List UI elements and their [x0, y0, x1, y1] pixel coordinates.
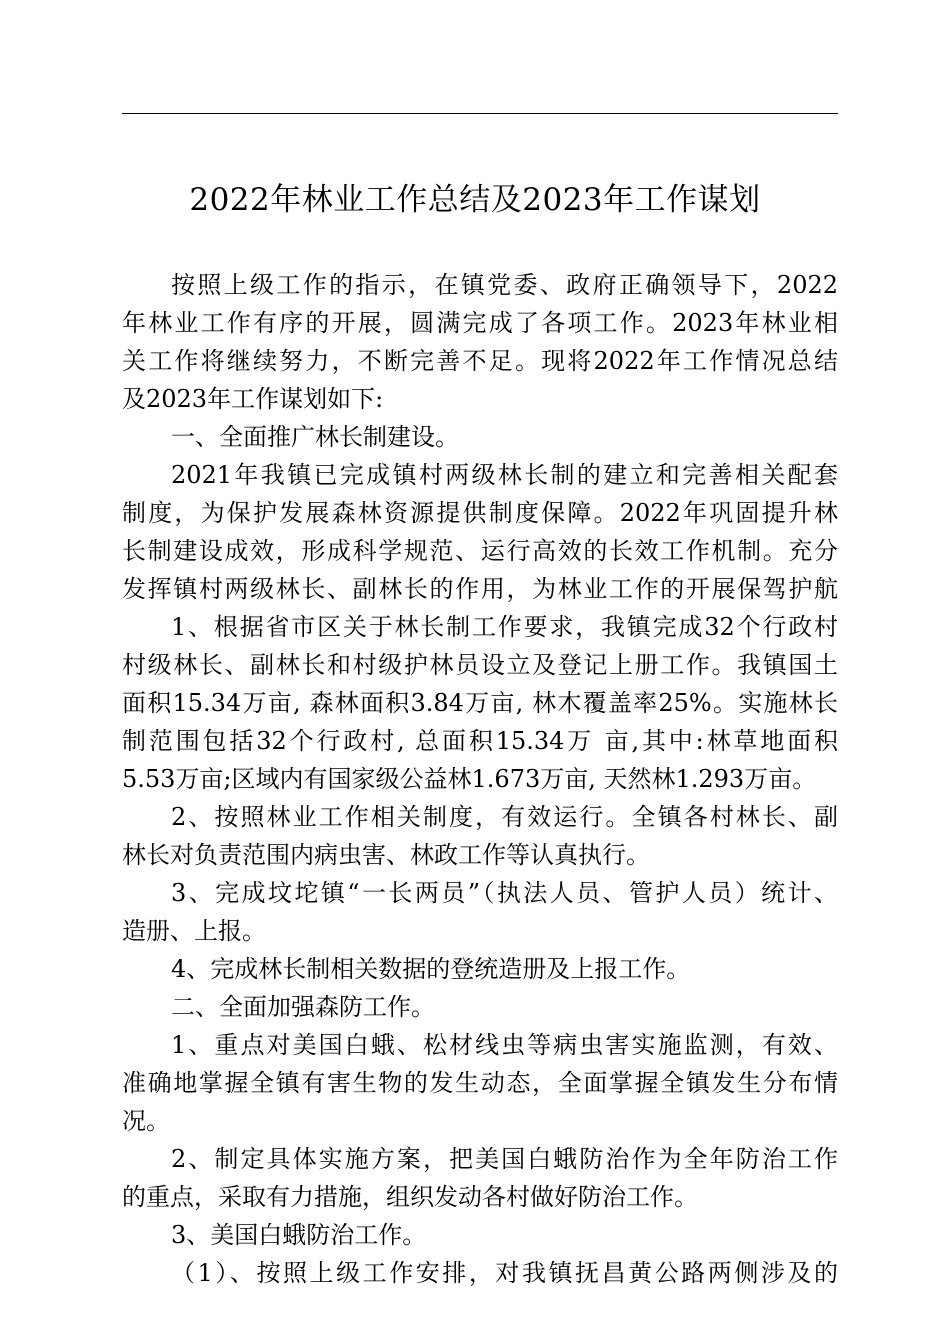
paragraph-line: 2021年我镇已完成镇村两级林长制的建立和完善相关配套 [171, 461, 838, 489]
paragraph-line: 况。 [122, 1107, 170, 1135]
paragraph-line: 准确地掌握全镇有害生物的发生动态，全面掌握全镇发生分布情 [122, 1069, 838, 1097]
paragraph-line: 关工作将继续努力，不断完善不足。现将2022年工作情况总结 [122, 347, 838, 375]
paragraph-line: 按照上级工作的指示，在镇党委、政府正确领导下，2022 [171, 271, 838, 299]
paragraph-line: 1、根据省市区关于林长制工作要求，我镇完成32个行政村 [171, 613, 838, 641]
paragraph-line: 面积15.34万亩, 森林面积3.84万亩, 林木覆盖率25%。实施林长 [122, 689, 838, 717]
section-heading: 一、全面推广林长制建设。 [171, 423, 459, 451]
paragraph-line: 制度，为保护发展森林资源提供制度保障。2022年巩固提升林 [122, 499, 838, 527]
paragraph-line: 4、完成林长制相关数据的登统造册及上报工作。 [171, 955, 691, 983]
header-rule [122, 113, 838, 114]
paragraph-line: 2、按照林业工作相关制度，有效运行。全镇各村林长、副 [171, 803, 838, 831]
document-body [122, 266, 838, 1292]
section-heading: 二、全面加强森防工作。 [171, 993, 435, 1021]
paragraph-line: 长制建设成效，形成科学规范、运行高效的长效工作机制。充分 [122, 537, 838, 565]
paragraph-line: （1）、按照上级工作安排，对我镇抚昌黄公路两侧涉及的 [171, 1259, 838, 1287]
paragraph-line: 林长对负责范围内病虫害、林政工作等认真执行。 [122, 841, 650, 869]
paragraph-line: 5.53万亩;区域内有国家级公益林1.673万亩, 天然林1.293万亩。 [122, 765, 817, 793]
paragraph-line: 1、重点对美国白蛾、松材线虫等病虫害实施监测，有效、 [171, 1031, 838, 1059]
paragraph-line: 制范围包括32个行政村, 总面积15.34万 亩,其中:林草地面积 [122, 727, 838, 755]
paragraph-line: 2、制定具体实施方案，把美国白蛾防治作为全年防治工作 [171, 1145, 838, 1173]
paragraph-line: 3、美国白蛾防治工作。 [171, 1221, 427, 1249]
paragraph-line: 村级林长、副林长和村级护林员设立及登记上册工作。我镇国土 [122, 651, 838, 679]
paragraph-line: 及2023年工作谋划如下: [122, 385, 384, 413]
paragraph-line: 发挥镇村两级林长、副林长的作用，为林业工作的开展保驾护航 [122, 575, 838, 603]
document-title: 2022年林业工作总结及2023年工作谋划 [189, 182, 761, 218]
paragraph-line: 造册、上报。 [122, 917, 266, 945]
paragraph-line: 年林业工作有序的开展，圆满完成了各项工作。2023年林业相 [122, 309, 838, 337]
paragraph-line: 的重点，采取有力措施，组织发动各村做好防治工作。 [122, 1183, 698, 1211]
paragraph-line: 3、完成坟坨镇“一长两员”（执法人员、管护人员）统计、 [171, 879, 838, 907]
